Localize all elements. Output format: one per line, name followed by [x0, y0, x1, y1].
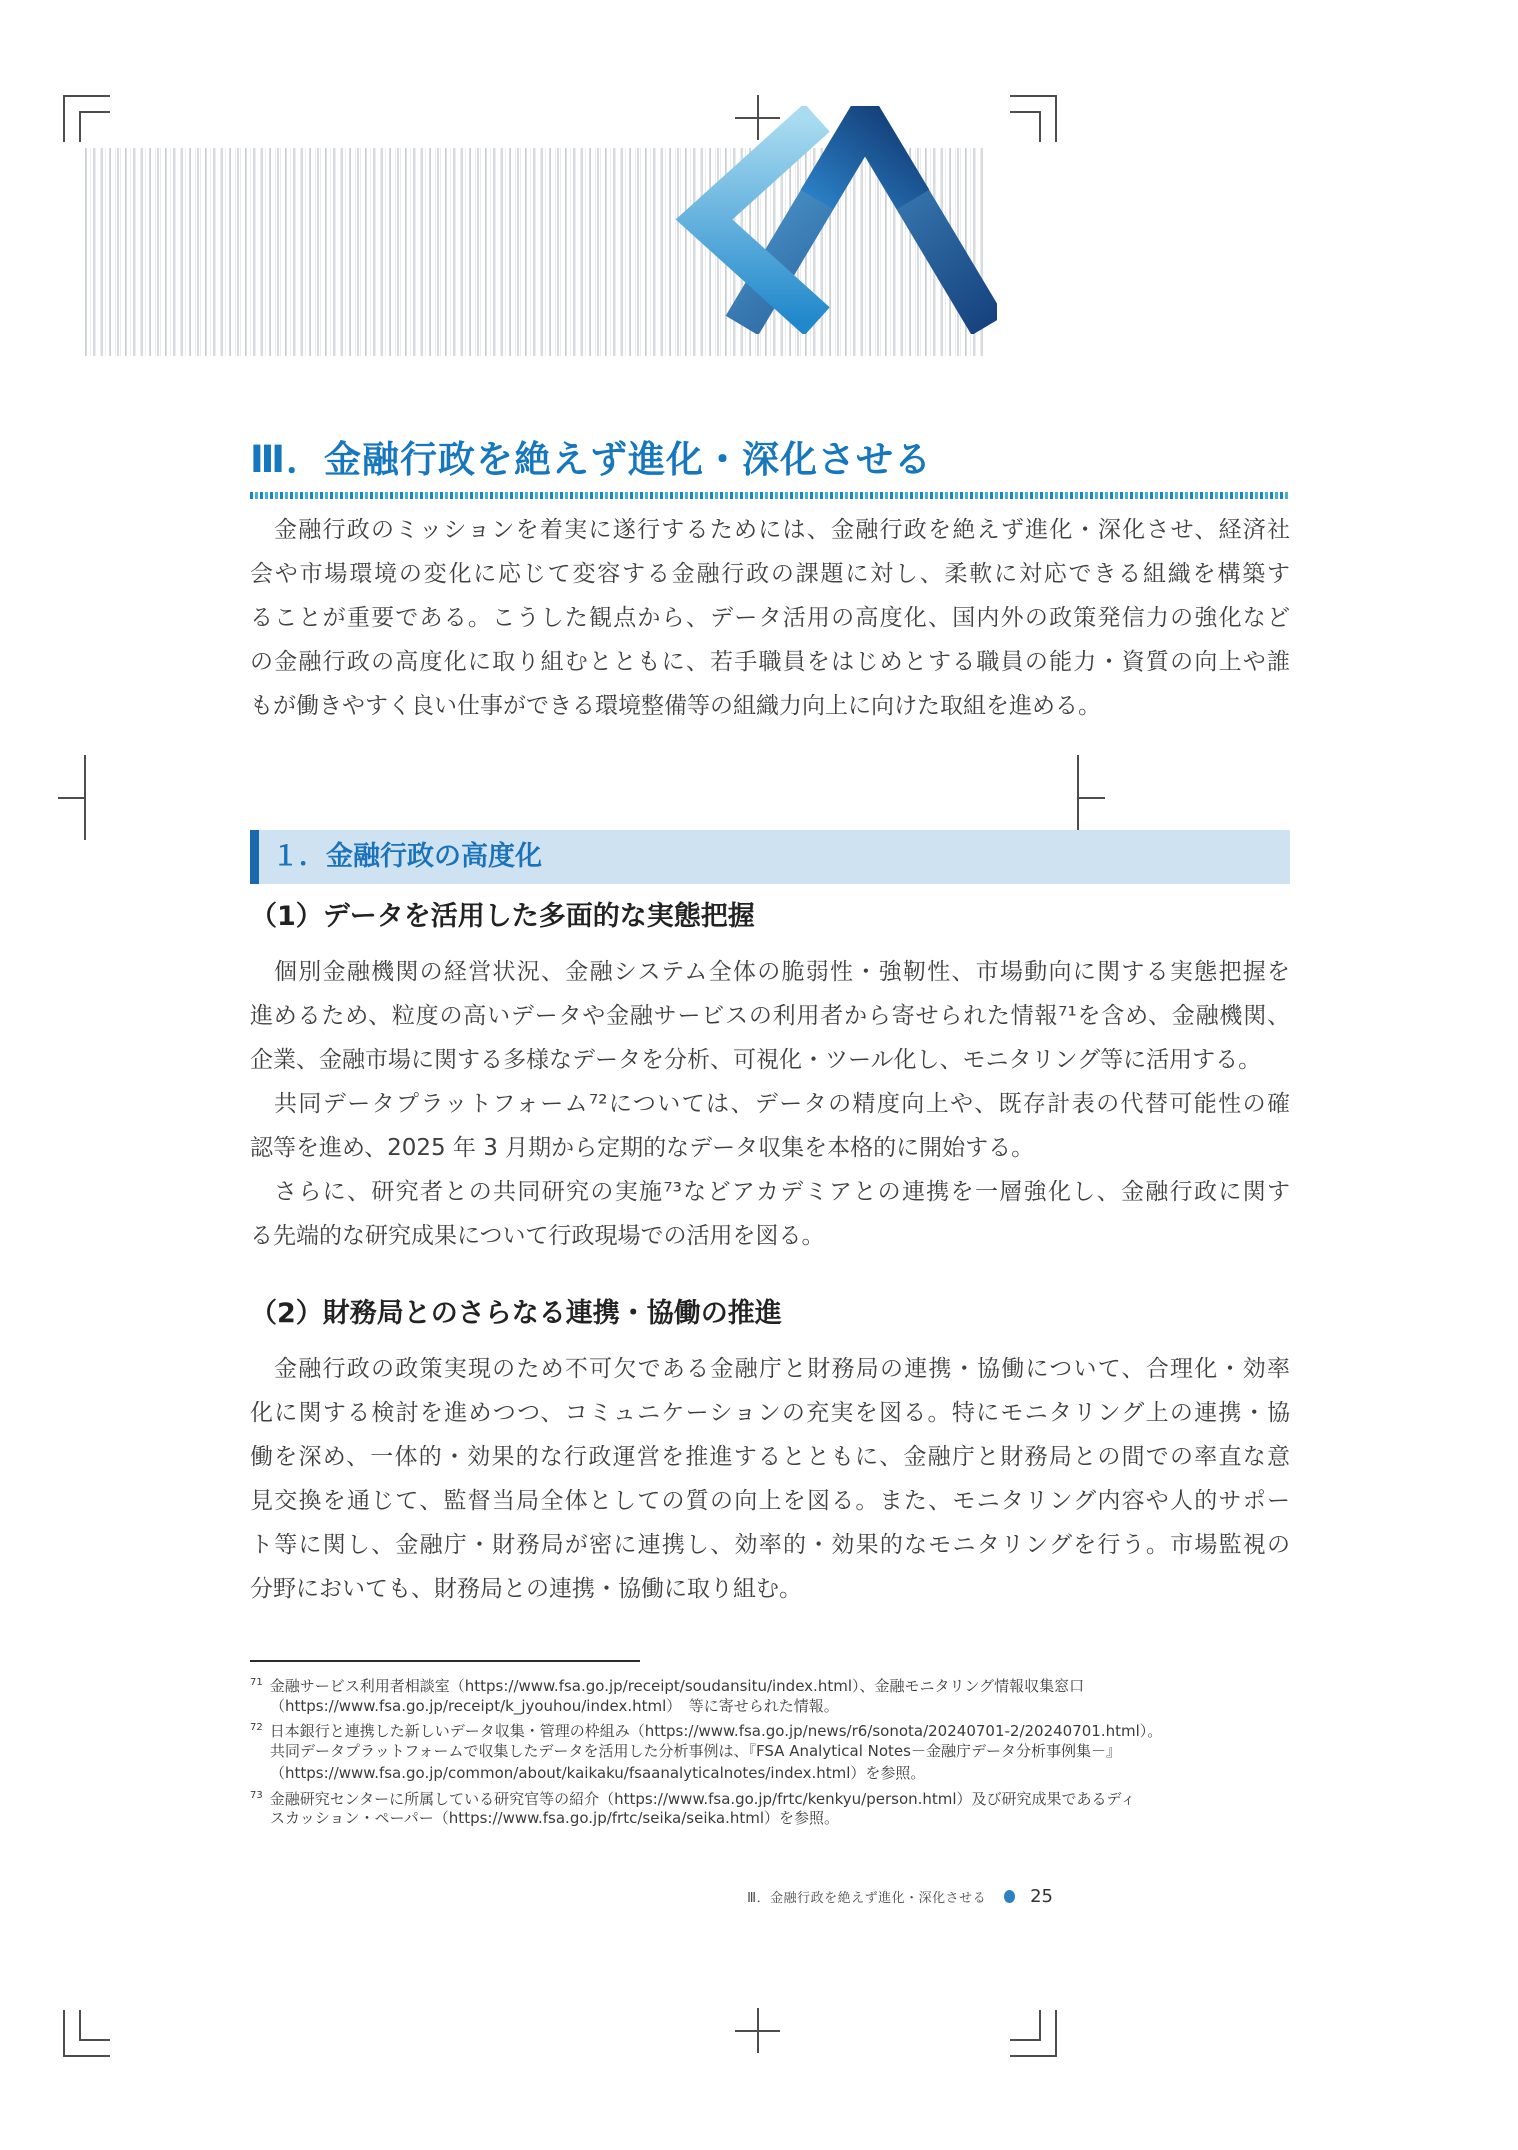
footnote-73-line: スカッション・ペーパー（https://www.fsa.go.jp/frtc/seika/seika.html）を参照。: [270, 1809, 840, 1827]
body-line: 分野においても、財務局との連携・協働に取り組む。: [250, 1576, 802, 1602]
body-line: る先端的な研究成果について行政現場での活用を図る。: [250, 1223, 825, 1249]
crop-mark-top-left-inner: [79, 111, 110, 142]
footnotes: [250, 1672, 1290, 1830]
intro-line: ることが重要である。こうした観点から、データ活用の高度化、国内外の政策発信力の強化など: [250, 605, 1290, 631]
fsa-ribbon-logo: [612, 106, 997, 334]
footnote-72-line: $^{72}$ 日本銀行と連携した新しいデータ収集・管理の枠組み（https://www.fsa.go.jp/news/r6/sonota/20240701-2/20240701.html）。: [250, 1722, 1163, 1740]
intro-line: の金融行政の高度化に取り組むとともに、若手職員をはじめとする職員の能力・資質の向上や誰: [250, 649, 1290, 675]
footnote-72-line: 共同データプラットフォームで収集したデータを活用した分析事例は、『FSA Analytical Notes－金融庁データ分析事例集－』: [270, 1741, 1121, 1760]
intro-line: もが働きやすく良い仕事ができる環境整備等の組織力向上に向けた取組を進める。: [250, 693, 1101, 719]
footnote-number: 71: [250, 1677, 263, 1688]
footnote-72-line: （https://www.fsa.go.jp/common/about/kaikaku/fsaanalyticalnotes/index.html）を参照。: [270, 1764, 926, 1782]
footnote-number: 72: [250, 1722, 263, 1733]
footnote-71-line: （https://www.fsa.go.jp/receipt/k_jyouhou/index.html） 等に寄せられた情報。: [270, 1696, 839, 1715]
intro-line: 会や市場環境の変化に応じて変容する金融行政の課題に対し、柔軟に対応できる組織を構築す: [250, 561, 1290, 587]
footnote-separator: [250, 1660, 640, 1662]
body-line: さらに、研究者との共同研究の実施⁷³などアカデミアとの連携を一層強化し、金融行政に関す: [274, 1179, 1290, 1205]
body-line: 見交換を通じて、監督当局全体としての質の向上を図る。また、モニタリング内容や人的サポー: [250, 1488, 1290, 1514]
crop-mark-bottom-center-bar: [735, 2030, 780, 2032]
body-line: 個別金融機関の経営状況、金融システム全体の脆弱性・強靭性、市場動向に関する実態把握を: [274, 959, 1290, 985]
page-title: Ⅲ．金融行政を絶えず進化・深化させる: [250, 438, 932, 481]
section-heading-bar: [250, 830, 259, 884]
intro-line: 金融行政のミッションを着実に遂行するためには、金融行政を絶えず進化・深化させ、経済社: [274, 517, 1290, 543]
subsection-1-body: [250, 950, 1290, 1258]
section-heading: １．金融行政の高度化: [272, 841, 542, 872]
footnote-71-line: $^{71}$ 金融サービス利用者相談室（https://www.fsa.go.jp/receipt/soudansitu/index.html）、金融モニタリング情報収集窓口: [250, 1677, 1085, 1695]
body-line: 金融行政の政策実現のため不可欠である金融庁と財務局の連携・協働について、合理化・効率: [274, 1356, 1290, 1382]
footnote-73-line: $^{73}$ 金融研究センターに所属している研究官等の紹介（https://www.fsa.go.jp/frtc/kenkyu/person.html）及び研究成果であるディ: [250, 1789, 1136, 1807]
page-footer: [747, 1884, 1053, 1908]
footnote-number: 73: [250, 1789, 263, 1801]
body-line: 化に関する検討を進めつつ、コミュニケーションの充実を図る。特にモニタリング上の連携・協: [250, 1400, 1290, 1426]
subsection-1-heading: （1）データを活用した多面的な実態把握: [250, 901, 755, 932]
body-line: 企業、金融市場に関する多様なデータを分析、可視化・ツール化し、モニタリング等に活用する。: [250, 1047, 1262, 1073]
crop-mark-bottom-right-inner: [1010, 2010, 1041, 2041]
title-underline: [250, 492, 1290, 499]
subsection-2-heading: （2）財務局とのさらなる連携・協働の推進: [250, 1298, 782, 1329]
crop-mark-bottom-left-inner: [79, 2010, 110, 2041]
body-line: ト等に関し、金融庁・財務局が密に連携し、効率的・効果的なモニタリングを行う。市場監視の: [250, 1532, 1290, 1558]
body-line: 働を深め、一体的・効果的な行政運営を推進するとともに、金融庁と財務局との間での率直な意: [250, 1444, 1290, 1470]
body-line: 共同データプラットフォーム⁷²については、データの精度向上や、既存計表の代替可能性の確: [274, 1091, 1290, 1117]
page-number: 25: [1030, 1885, 1053, 1907]
crop-mark-middle-left-bar: [58, 797, 84, 799]
crop-mark-middle-right-bar: [1079, 797, 1105, 799]
subsection-2-body: [250, 1347, 1290, 1611]
section-heading-box: [250, 830, 1290, 884]
body-line: 認等を進め、2025 年 3 月期から定期的なデータ収集を本格的に開始する。: [250, 1135, 1035, 1161]
footer-dot-icon: [1004, 1890, 1015, 1903]
crop-mark-middle-left: [84, 755, 86, 840]
body-line: 進めるため、粒度の高いデータや金融サービスの利用者から寄せられた情報⁷¹を含め、金融機関、: [250, 1003, 1290, 1029]
footer-chapter-title: Ⅲ．金融行政を絶えず進化・深化させる: [747, 1890, 987, 1906]
crop-mark-top-right-inner: [1010, 111, 1041, 142]
intro-paragraph: [250, 508, 1290, 728]
